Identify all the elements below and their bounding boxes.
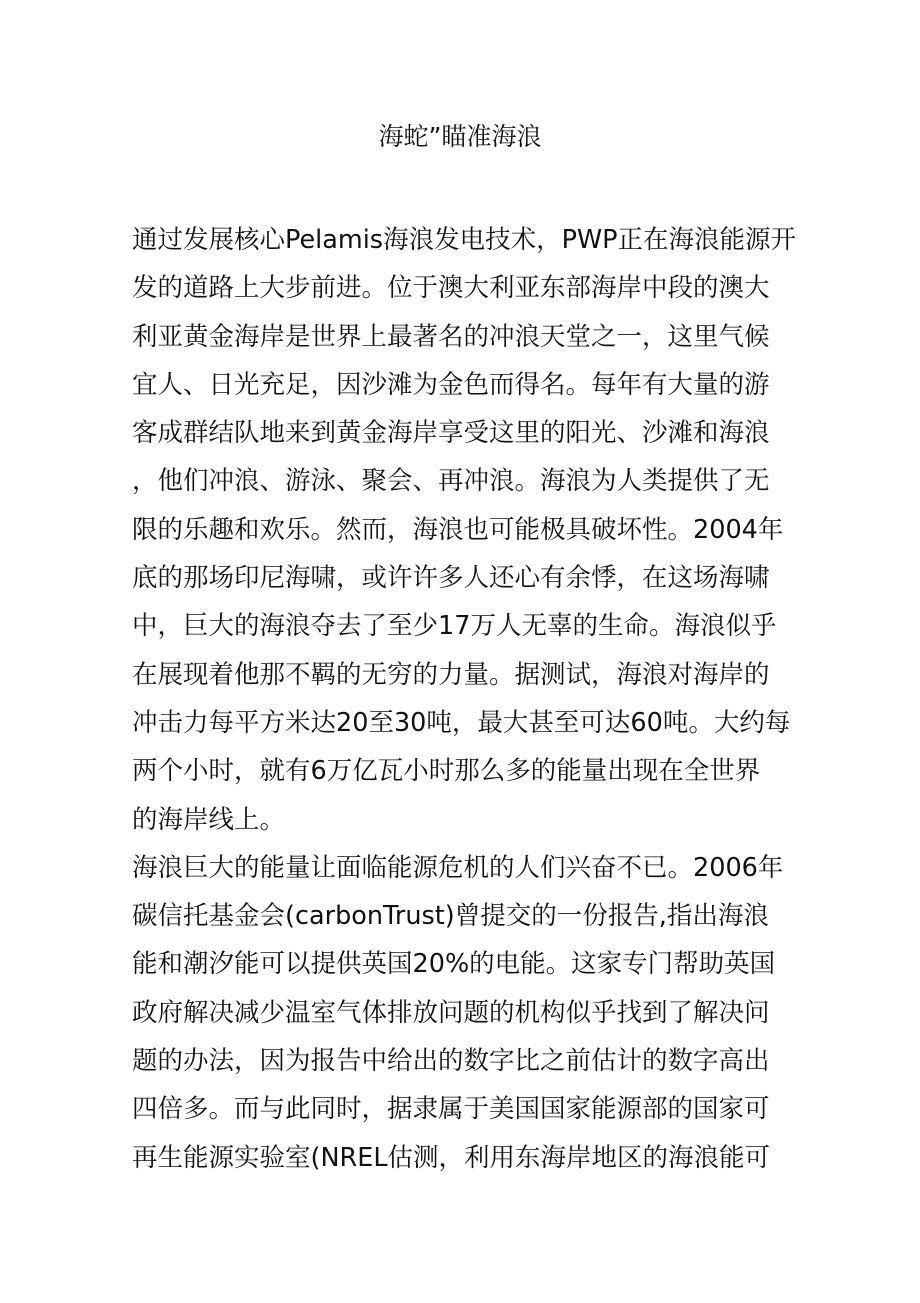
text-line: 宜人、日光充足，因沙滩为金色而得名。每年有大量的游	[132, 369, 770, 400]
text-line: 再生能源实验室(NREL估测，利用东海岸地区的海浪能可	[132, 1142, 771, 1173]
text-line: 两个小时，就有6万亿瓦小时那么多的能量出现在全世界	[132, 756, 761, 787]
text-line: 发的道路上大步前进。位于澳大利亚东部海岸中段的澳大	[132, 273, 770, 304]
text-line: 政府解决减少温室气体排放问题的机构似乎找到了解决问	[132, 997, 770, 1028]
text-line: 四倍多。而与此同时，据隶属于美国国家能源部的国家可	[132, 1094, 770, 1125]
document-title: 海蛇”瞄准海浪	[378, 122, 542, 151]
text-line: 题的办法，因为报告中给出的数字比之前估计的数字高出	[132, 1046, 770, 1077]
text-line: 中，巨大的海浪夺去了至少17万人无辜的生命。海浪似乎	[132, 611, 777, 642]
text-line: 通过发展核心Pelamis海浪发电技术，PWP正在海浪能源开	[132, 225, 797, 255]
text-line: 碳信托基金会(carbonTrust)曾提交的一份报告,指出海浪	[132, 901, 769, 932]
text-line: 的海岸线上。	[132, 804, 286, 835]
text-line: 在展现着他那不羁的无穷的力量。据测试，海浪对海岸的	[132, 659, 770, 690]
text-line: 底的那场印尼海啸，或许许多人还心有余悸，在这场海啸	[132, 563, 770, 594]
text-line: 冲击力每平方米达20至30吨，最大甚至可达60吨。大约每	[132, 707, 791, 738]
text-line: 能和潮汐能可以提供英国20%的电能。这家专门帮助英国	[132, 949, 776, 980]
text-line: 海浪巨大的能量让面临能源危机的人们兴奋不已。2006年	[132, 852, 784, 883]
text-line: ，他们冲浪、游泳、聚会、再冲浪。海浪为人类提供了无	[132, 466, 770, 497]
text-line: 利亚黄金海岸是世界上最著名的冲浪天堂之一，这里气候	[132, 321, 770, 352]
paragraph	[132, 844, 812, 1182]
paragraph	[132, 216, 812, 844]
document-body	[132, 216, 812, 1182]
text-line: 客成群结队地来到黄金海岸享受这里的阳光、沙滩和海浪	[132, 418, 770, 449]
text-line: 限的乐趣和欢乐。然而，海浪也可能极具破坏性。2004年	[132, 514, 784, 545]
